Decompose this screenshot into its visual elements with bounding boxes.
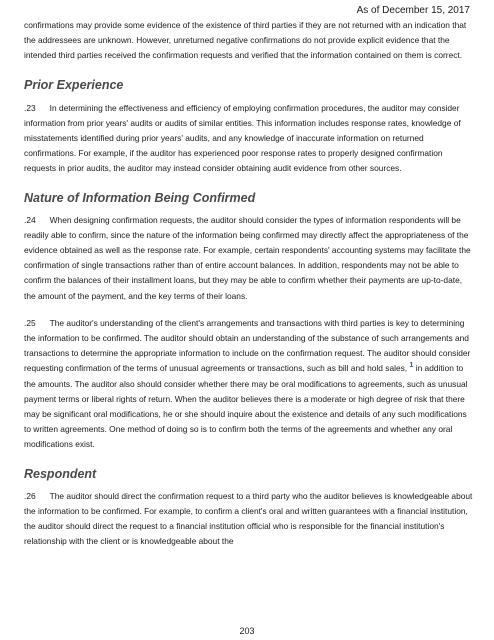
heading-nature-of-information: Nature of Information Being Confirmed (24, 190, 256, 205)
paragraph-24 (24, 213, 474, 304)
intro-paragraph: confirmations may provide some evidence of the existence of third parties if they are not returned with an indication that the addressees are unknown. However, unreturned negative confirmations do not provide explicit evidence that the intended third parties received the confirmation requests and verified that the information contained on them is correct. (24, 20, 467, 61)
paragraph-26 (24, 489, 474, 550)
heading-prior-experience: Prior Experience (24, 77, 124, 92)
paragraph-gap (24, 304, 474, 316)
paragraph-number: .26 (24, 490, 36, 501)
paragraph-25 (24, 316, 474, 453)
page-number: 203 (239, 626, 255, 636)
footnote-link[interactable]: 1 (409, 362, 414, 370)
paragraph-text: When designing confirmation requests, the auditor should consider the types of information respondents will be readily able to confirm, since the nature of the information being confirmed may directly affect the appropriateness of the evidence obtained as well as the response rate. For example, certain respondents' accounting systems may facilitate the confirmation of single transactions rather than of entire account balances. In addition, respondents may not be able to confirm the balances of their installment loans, but they may be able to confirm whether their payments are up-to-date, the amount of the payment, and the key terms of their loans. (24, 214, 471, 301)
paragraph-23 (24, 101, 474, 177)
paragraph-text-continued: in addition to the amounts. The auditor also should consider whether there may be oral modifications to agreements, such as unusual payment terms or liberal rights of return. When the auditor believes there is a moderate or high degree of risk that there may be significant oral modifications, he or she should inquire about the existence and details of any such modifications to written agreements. One method of doing so is to confirm both the terms of the agreements and whether any oral modifications exist. (24, 363, 468, 450)
heading-respondent: Respondent (24, 466, 97, 481)
paragraph-text: The auditor should direct the confirmation request to a third party who the auditor believes is knowledgeable about the information to be confirmed. For example, to confirm a client's oral and written guarantees with a financial institution, the auditor should direct the request to a financial institution official who is responsible for the financial institution's relationship with the client or is knowledgeable about the (24, 490, 473, 547)
paragraph-text: In determining the effectiveness and efficiency of employing confirmation procedures, the auditor may consider information from prior years' audits or audits of similar entities. This information includes response rates, knowledge of misstatements identified during prior years' audits, and any knowledge of inaccurate information on returned confirmations. For example, if the auditor has experienced poor response rates to properly designed confirmation requests in prior audits, the auditor may instead consider obtaining audit evidence from other sources. (24, 102, 461, 174)
paragraph-number: .25 (24, 317, 36, 328)
paragraph-number: .24 (24, 214, 36, 225)
header-date: As of December 15, 2017 (356, 5, 470, 16)
page-content (24, 18, 474, 549)
paragraph-number: .23 (24, 102, 36, 113)
paragraph-text: The auditor's understanding of the client's arrangements and transactions with third parties is key to determining the information to be confirmed. The auditor should obtain an understanding of the substance of such arrangements and transactions to determine the appropriate information to include on the confirmation request. The auditor should consider requesting confirmation of the terms of unusual agreements or transactions, such as bill and hold sales, (24, 317, 471, 374)
